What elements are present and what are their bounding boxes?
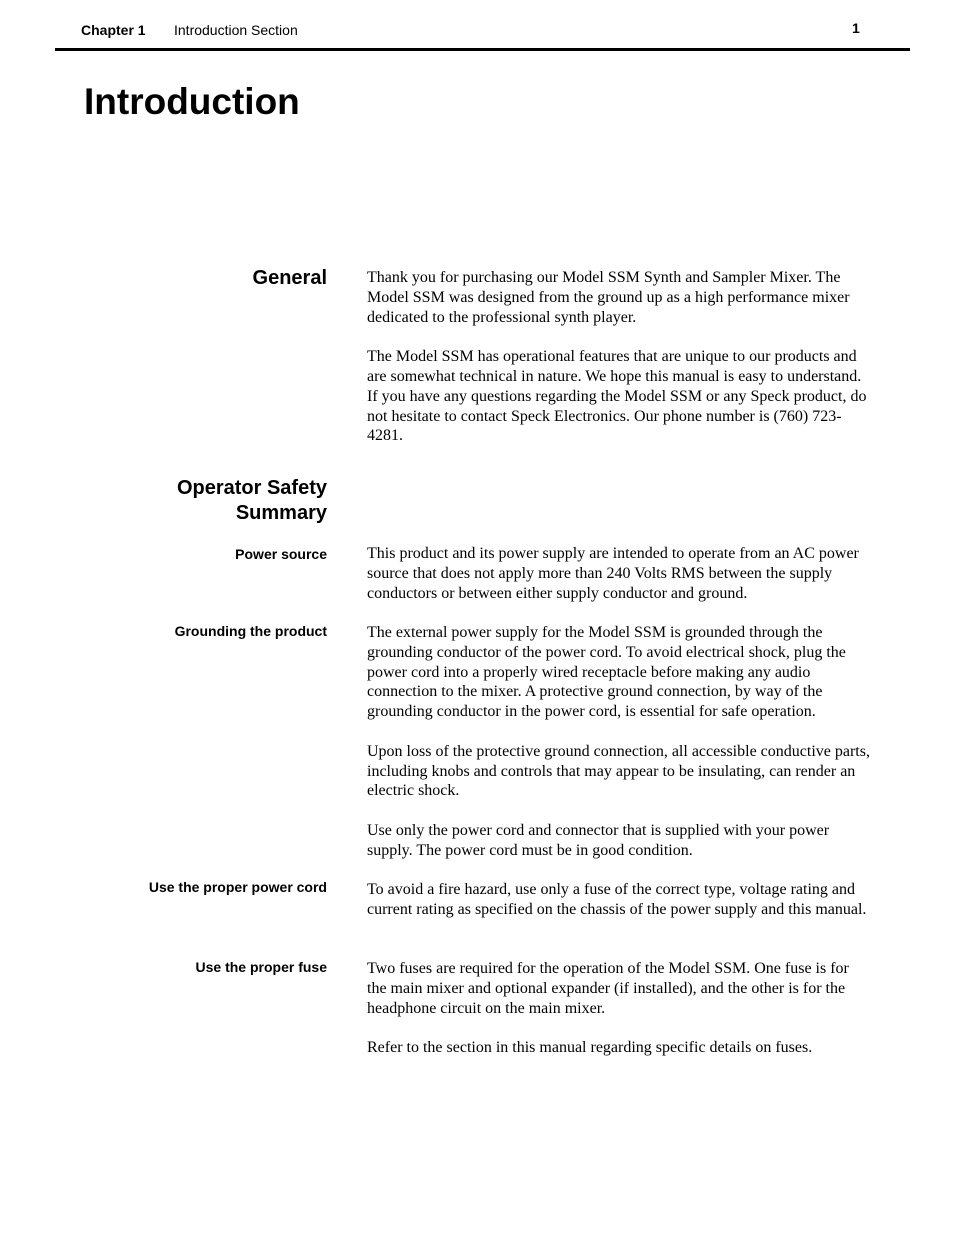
- page-number: 1: [852, 20, 860, 36]
- general-paragraph: The Model SSM has operational features that are unique to our products and are somewhat technical in nature. We hope this manual is easy to understand. If you have any questions regarding the Model SSM or any Speck product, do not hesitate to contact Speck Electronics. Our phone number is (760) 723-4281.: [367, 348, 867, 445]
- grounding-paragraph: Use only the power cord and connector that is supplied with your power supply. The power cord must be in good condition.: [367, 821, 830, 859]
- grounding-heading: Grounding the product: [174, 623, 327, 639]
- grounding-paragraph: The external power supply for the Model SSM is grounded through the grounding conductor of the power cord. To avoid electrical shock, plug the power cord into a properly wired receptacle before making any audio connection to the mixer. A protective ground connection, by way of the grounding conductor in the power cord, is essential for safe operation.: [367, 624, 846, 721]
- power-cord-paragraph: To avoid a fire hazard, use only a fuse of the correct type, voltage rating and current rating as specified on the chassis of the power supply and this manual.: [367, 881, 867, 918]
- page-title: Introduction: [84, 81, 300, 122]
- power-cord-body: [367, 880, 872, 920]
- general-heading: General: [252, 267, 327, 289]
- fuse-body: [367, 959, 872, 1058]
- power-source-heading: Power source: [235, 546, 327, 562]
- fuse-heading: Use the proper fuse: [195, 959, 327, 975]
- grounding-paragraph: Upon loss of the protective ground connection, all accessible conductive parts, including knobs and controls that may appear to be insulating, can render an electric shock.: [367, 742, 870, 800]
- safety-heading: [67, 476, 327, 526]
- grounding-body: [367, 623, 872, 861]
- safety-heading-line1: Operator Safety: [176, 477, 327, 499]
- section-label: Introduction Section: [174, 22, 298, 38]
- power-source-paragraph: This product and its power supply are intended to operate from an AC power source that does not apply more than 240 Volts RMS between the supply conductors or between either supply conductor and ground.: [367, 545, 859, 602]
- header-divider: [55, 48, 910, 51]
- power-cord-heading: Use the proper power cord: [148, 879, 327, 895]
- fuse-paragraph: Two fuses are required for the operation of the Model SSM. One fuse is for the main mixer and optional expander (if installed), and the other is for the headphone circuit on the main mixer.: [367, 960, 849, 1017]
- page-header: [0, 0, 954, 52]
- power-source-body: [367, 544, 872, 603]
- chapter-label: Chapter 1: [81, 22, 146, 38]
- general-section-body: [367, 268, 872, 446]
- fuse-paragraph: Refer to the section in this manual regarding specific details on fuses.: [367, 1039, 813, 1057]
- safety-heading-line2: Summary: [235, 502, 327, 524]
- general-paragraph: Thank you for purchasing our Model SSM Synth and Sampler Mixer. The Model SSM was designed from the ground up as a high performance mixer dedicated to the professional synth player.: [367, 269, 850, 326]
